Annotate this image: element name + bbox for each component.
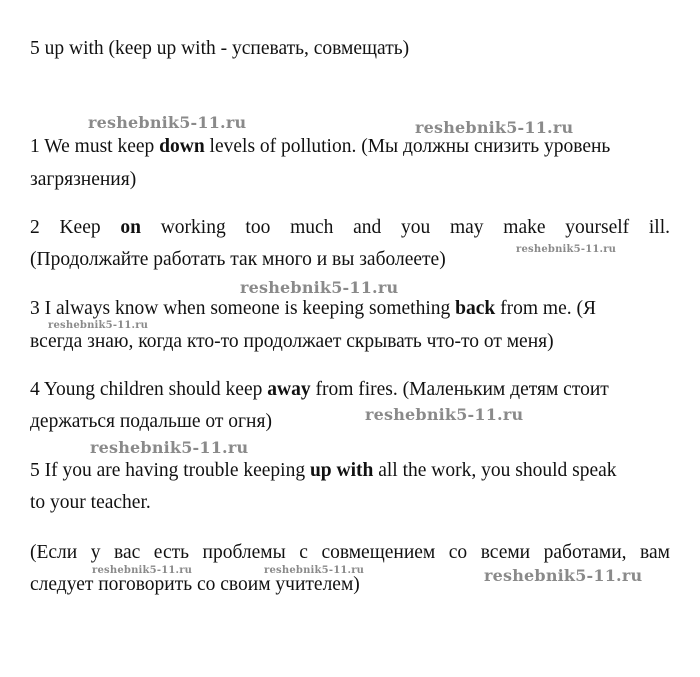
item-2-line-1: 2 Keep on working too much and you may make yourself ill. [30, 217, 670, 238]
watermark: reshebnik5-11.ru [48, 320, 149, 331]
item-6-line-2: следует поговорить со своим учителем) [30, 574, 360, 595]
item-2-line-2: (Продолжайте работать так много и вы заболеете) [30, 249, 446, 270]
item-4-line-1: 4 Young children should keep away from fires. (Маленьким детям стоит [30, 379, 609, 400]
watermark: reshebnik5-11.ru [516, 244, 617, 255]
item-3-line-1: 3 I always know when someone is keeping something back from me. (Я [30, 298, 596, 319]
item-5-line-1: 5 If you are having trouble keeping up with all the work, you should speak [30, 460, 617, 481]
watermark: reshebnik5-11.ru [365, 405, 524, 424]
item-5-line-2: to your teacher. [30, 492, 151, 513]
item-1-line-2: загрязнения) [30, 169, 137, 190]
item-4-line-2: держаться подальше от огня) [30, 411, 272, 432]
watermark: reshebnik5-11.ru [264, 565, 365, 576]
item-1-line-1: 1 We must keep down levels of pollution. (Мы должны снизить уровень [30, 136, 611, 157]
keyword-away: away [267, 379, 311, 400]
watermark: reshebnik5-11.ru [240, 278, 399, 297]
keyword-up-with: up with [309, 460, 374, 481]
keyword-on: on [120, 217, 141, 238]
keyword-back: back [455, 298, 496, 319]
watermark: reshebnik5-11.ru [415, 118, 574, 137]
item-3-line-2: всегда знаю, когда кто-то продолжает скрывать что-то от меня) [30, 331, 554, 352]
item-6-line-1: (Если у вас есть проблемы с совмещением со всеми работами, вам [30, 542, 670, 563]
watermark: reshebnik5-11.ru [484, 566, 643, 585]
watermark: reshebnik5-11.ru [90, 438, 249, 457]
watermark: reshebnik5-11.ru [92, 565, 193, 576]
keyword-down: down [159, 136, 205, 157]
watermark: reshebnik5-11.ru [88, 113, 247, 132]
section-header: 5 up with (keep up with - успевать, совмещать) [30, 38, 410, 59]
